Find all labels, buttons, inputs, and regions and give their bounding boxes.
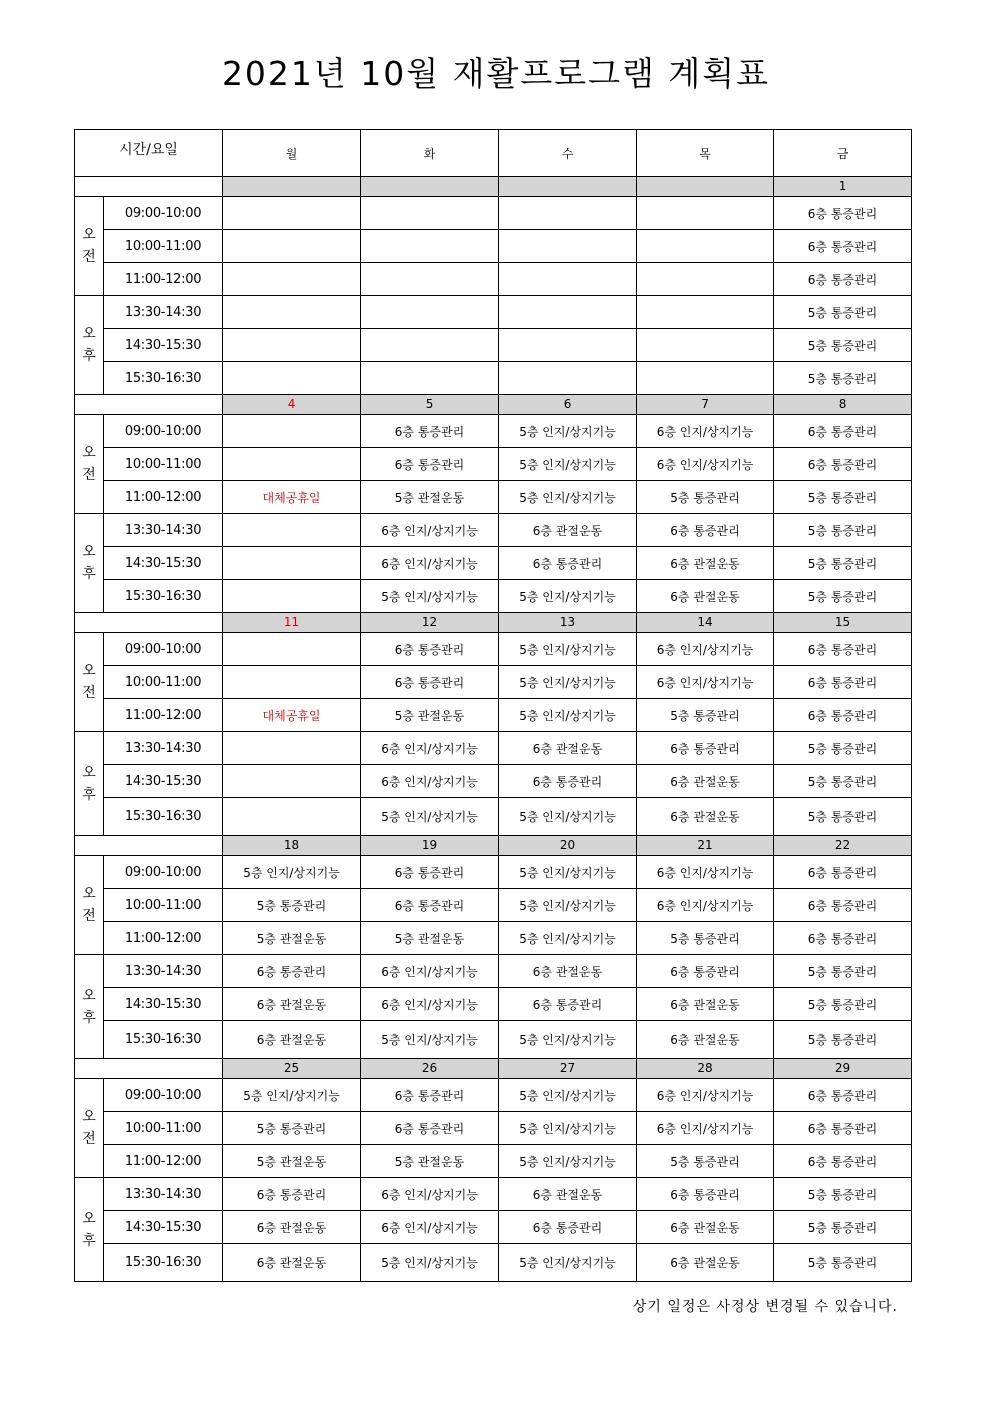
program-cell: 5층 통증관리 xyxy=(637,922,774,955)
program-cell: 5층 인지/상지기능 xyxy=(499,1021,637,1059)
date-cell xyxy=(361,177,499,197)
header-day-thu: 목 xyxy=(637,130,774,177)
time-slot-row xyxy=(75,889,912,922)
time-slot-row xyxy=(75,1145,912,1178)
program-cell: 6층 통증관리 xyxy=(774,448,912,481)
program-cell: 6층 인지/상지기능 xyxy=(361,1178,499,1211)
period-char: 오 xyxy=(82,326,96,342)
program-cell: 6층 통증관리 xyxy=(637,1178,774,1211)
date-cell: 20 xyxy=(499,836,637,856)
time-slot-row xyxy=(75,1178,912,1211)
program-cell: 6층 인지/상지기능 xyxy=(361,765,499,798)
program-cell: 5층 인지/상지기능 xyxy=(499,1079,637,1112)
program-cell xyxy=(223,666,361,699)
program-cell: 6층 통증관리 xyxy=(774,1145,912,1178)
time-range-cell: 13:30-14:30 xyxy=(104,955,223,988)
program-cell: 6층 통증관리 xyxy=(774,1079,912,1112)
period-afternoon-label xyxy=(75,514,104,613)
date-cell: 14 xyxy=(637,613,774,633)
date-cell: 19 xyxy=(361,836,499,856)
program-cell: 6층 통증관리 xyxy=(774,666,912,699)
program-cell: 5층 통증관리 xyxy=(774,765,912,798)
time-range-cell: 11:00-12:00 xyxy=(104,1145,223,1178)
date-cell: 21 xyxy=(637,836,774,856)
program-cell: 6층 통증관리 xyxy=(361,633,499,666)
period-afternoon-label xyxy=(75,1178,104,1282)
time-slot-row xyxy=(75,988,912,1021)
program-cell: 5층 인지/상지기능 xyxy=(499,633,637,666)
program-cell: 6층 관절운동 xyxy=(637,1211,774,1244)
time-slot-row xyxy=(75,362,912,395)
program-cell: 6층 통증관리 xyxy=(361,1079,499,1112)
program-cell: 5층 인지/상지기능 xyxy=(499,856,637,889)
program-cell xyxy=(223,415,361,448)
program-cell: 5층 통증관리 xyxy=(774,1178,912,1211)
period-char: 오 xyxy=(82,445,96,461)
time-range-cell: 09:00-10:00 xyxy=(104,197,223,230)
time-range-cell: 15:30-16:30 xyxy=(104,1244,223,1282)
date-cell: 4 xyxy=(223,395,361,415)
footer-note: 상기 일정은 사정상 변경될 수 있습니다. xyxy=(632,1299,898,1315)
time-range-cell: 10:00-11:00 xyxy=(104,448,223,481)
program-cell: 6층 인지/상지기능 xyxy=(361,547,499,580)
program-cell: 6층 통증관리 xyxy=(774,1112,912,1145)
period-char: 후 xyxy=(82,786,96,803)
program-cell: 5층 통증관리 xyxy=(774,362,912,395)
time-slot-row xyxy=(75,448,912,481)
program-cell xyxy=(223,514,361,547)
date-row-spacer xyxy=(75,836,223,856)
date-cell: 13 xyxy=(499,613,637,633)
program-cell: 5층 통증관리 xyxy=(774,329,912,362)
program-cell: 6층 인지/상지기능 xyxy=(361,514,499,547)
program-cell: 5층 인지/상지기능 xyxy=(499,415,637,448)
period-afternoon-label xyxy=(75,955,104,1059)
time-slot-row xyxy=(75,765,912,798)
period-char: 후 xyxy=(82,1232,96,1249)
period-char: 오 xyxy=(82,663,96,679)
time-slot-row xyxy=(75,699,912,732)
program-cell: 5층 통증관리 xyxy=(774,955,912,988)
program-cell: 6층 통증관리 xyxy=(774,415,912,448)
program-cell: 6층 관절운동 xyxy=(499,732,637,765)
program-cell xyxy=(637,197,774,230)
schedule-table xyxy=(74,129,912,1282)
time-slot-row xyxy=(75,230,912,263)
date-cell: 22 xyxy=(774,836,912,856)
program-cell: 5층 통증관리 xyxy=(774,547,912,580)
program-cell xyxy=(361,197,499,230)
week-date-row xyxy=(75,177,912,197)
week-date-row xyxy=(75,395,912,415)
program-cell: 6층 관절운동 xyxy=(637,798,774,836)
period-char: 후 xyxy=(82,348,96,364)
program-cell: 5층 관절운동 xyxy=(361,699,499,732)
program-cell: 5층 통증관리 xyxy=(774,1244,912,1282)
program-cell: 6층 통증관리 xyxy=(774,889,912,922)
program-cell xyxy=(499,296,637,329)
date-row-spacer xyxy=(75,177,223,197)
period-char: 오 xyxy=(82,886,96,902)
period-char: 후 xyxy=(82,566,96,582)
program-cell xyxy=(637,230,774,263)
time-range-cell: 10:00-11:00 xyxy=(104,1112,223,1145)
program-cell xyxy=(223,329,361,362)
program-cell: 5층 인지/상지기능 xyxy=(223,1079,361,1112)
program-cell xyxy=(637,263,774,296)
program-cell: 5층 인지/상지기능 xyxy=(361,1244,499,1282)
program-cell: 6층 통증관리 xyxy=(361,666,499,699)
program-cell: 6층 통증관리 xyxy=(774,922,912,955)
date-row-spacer xyxy=(75,1059,223,1079)
program-cell: 5층 관절운동 xyxy=(361,481,499,514)
program-cell: 6층 인지/상지기능 xyxy=(637,448,774,481)
program-cell: 6층 관절운동 xyxy=(637,988,774,1021)
time-range-cell: 09:00-10:00 xyxy=(104,1079,223,1112)
program-cell: 6층 관절운동 xyxy=(637,1244,774,1282)
program-cell xyxy=(223,633,361,666)
header-day-fri: 금 xyxy=(774,130,912,177)
time-range-cell: 13:30-14:30 xyxy=(104,296,223,329)
program-cell xyxy=(223,197,361,230)
time-slot-row xyxy=(75,296,912,329)
time-range-cell: 10:00-11:00 xyxy=(104,230,223,263)
program-cell: 5층 인지/상지기능 xyxy=(223,856,361,889)
time-slot-row xyxy=(75,329,912,362)
program-cell: 5층 관절운동 xyxy=(361,922,499,955)
program-cell: 6층 통증관리 xyxy=(774,230,912,263)
program-cell: 6층 인지/상지기능 xyxy=(637,633,774,666)
holiday-cell: 대체공휴일 xyxy=(223,699,361,732)
period-char: 전 xyxy=(82,685,96,701)
program-cell: 5층 통증관리 xyxy=(774,988,912,1021)
program-cell: 5층 인지/상지기능 xyxy=(499,666,637,699)
date-cell: 7 xyxy=(637,395,774,415)
period-char: 오 xyxy=(82,764,96,781)
program-cell: 6층 관절운동 xyxy=(499,1178,637,1211)
program-cell: 6층 관절운동 xyxy=(637,765,774,798)
program-cell xyxy=(361,329,499,362)
program-cell xyxy=(361,362,499,395)
time-slot-row xyxy=(75,856,912,889)
program-cell: 5층 통증관리 xyxy=(223,1112,361,1145)
program-cell: 6층 통증관리 xyxy=(774,633,912,666)
date-cell: 1 xyxy=(774,177,912,197)
program-cell xyxy=(223,448,361,481)
program-cell: 5층 통증관리 xyxy=(774,296,912,329)
time-slot-row xyxy=(75,263,912,296)
period-char: 오 xyxy=(82,987,96,1004)
time-range-cell: 14:30-15:30 xyxy=(104,547,223,580)
program-cell xyxy=(223,580,361,613)
program-cell: 5층 통증관리 xyxy=(637,481,774,514)
time-range-cell: 15:30-16:30 xyxy=(104,362,223,395)
date-cell: 5 xyxy=(361,395,499,415)
program-cell: 5층 인지/상지기능 xyxy=(499,448,637,481)
date-cell: 8 xyxy=(774,395,912,415)
program-cell: 6층 관절운동 xyxy=(637,547,774,580)
date-cell: 15 xyxy=(774,613,912,633)
period-morning-label xyxy=(75,856,104,955)
time-slot-row xyxy=(75,580,912,613)
program-cell: 5층 인지/상지기능 xyxy=(499,481,637,514)
program-cell: 6층 통증관리 xyxy=(774,699,912,732)
program-cell: 6층 통증관리 xyxy=(774,263,912,296)
program-cell xyxy=(223,263,361,296)
time-slot-row xyxy=(75,1211,912,1244)
time-slot-row xyxy=(75,1112,912,1145)
period-char: 오 xyxy=(82,1109,96,1125)
time-slot-row xyxy=(75,666,912,699)
date-row-spacer xyxy=(75,395,223,415)
program-cell: 5층 인지/상지기능 xyxy=(499,580,637,613)
program-cell: 5층 통증관리 xyxy=(774,798,912,836)
date-cell: 29 xyxy=(774,1059,912,1079)
program-cell xyxy=(361,263,499,296)
date-cell: 28 xyxy=(637,1059,774,1079)
program-cell: 5층 인지/상지기능 xyxy=(499,922,637,955)
program-cell xyxy=(499,329,637,362)
period-afternoon-label xyxy=(75,296,104,395)
program-cell: 5층 통증관리 xyxy=(774,514,912,547)
period-morning-label xyxy=(75,197,104,296)
program-cell xyxy=(499,197,637,230)
week-date-row xyxy=(75,836,912,856)
program-cell: 6층 통증관리 xyxy=(499,988,637,1021)
period-char: 오 xyxy=(82,227,96,243)
time-slot-row xyxy=(75,514,912,547)
program-cell: 6층 인지/상지기능 xyxy=(361,732,499,765)
time-slot-row xyxy=(75,798,912,836)
date-cell: 6 xyxy=(499,395,637,415)
time-range-cell: 15:30-16:30 xyxy=(104,1021,223,1059)
program-cell: 6층 관절운동 xyxy=(223,1244,361,1282)
program-cell: 5층 인지/상지기능 xyxy=(499,1145,637,1178)
period-char: 전 xyxy=(82,467,96,483)
program-cell: 6층 인지/상지기능 xyxy=(637,415,774,448)
program-cell: 6층 인지/상지기능 xyxy=(637,1079,774,1112)
program-cell: 5층 관절운동 xyxy=(223,1145,361,1178)
program-cell: 6층 통증관리 xyxy=(637,514,774,547)
period-char: 전 xyxy=(82,908,96,924)
period-char: 후 xyxy=(82,1009,96,1026)
program-cell: 5층 통증관리 xyxy=(223,889,361,922)
program-cell: 5층 인지/상지기능 xyxy=(361,1021,499,1059)
time-range-cell: 14:30-15:30 xyxy=(104,988,223,1021)
program-cell xyxy=(637,296,774,329)
program-cell: 6층 통증관리 xyxy=(361,856,499,889)
header-day-tue: 화 xyxy=(361,130,499,177)
time-slot-row xyxy=(75,547,912,580)
program-cell xyxy=(223,296,361,329)
time-slot-row xyxy=(75,955,912,988)
period-char: 오 xyxy=(82,1210,96,1227)
period-char: 오 xyxy=(82,544,96,560)
header-row xyxy=(75,130,912,177)
program-cell: 6층 통증관리 xyxy=(637,955,774,988)
time-range-cell: 11:00-12:00 xyxy=(104,922,223,955)
time-range-cell: 13:30-14:30 xyxy=(104,732,223,765)
program-cell: 5층 통증관리 xyxy=(637,1145,774,1178)
week-date-row xyxy=(75,1059,912,1079)
program-cell xyxy=(223,732,361,765)
program-cell xyxy=(499,230,637,263)
program-cell: 5층 인지/상지기능 xyxy=(499,798,637,836)
program-cell: 6층 통증관리 xyxy=(223,955,361,988)
header-day-wed: 수 xyxy=(499,130,637,177)
date-cell xyxy=(499,177,637,197)
header-day-mon: 월 xyxy=(223,130,361,177)
time-slot-row xyxy=(75,481,912,514)
time-range-cell: 09:00-10:00 xyxy=(104,415,223,448)
program-cell: 5층 관절운동 xyxy=(223,922,361,955)
program-cell: 6층 인지/상지기능 xyxy=(637,1112,774,1145)
program-cell: 5층 관절운동 xyxy=(361,1145,499,1178)
program-cell: 5층 인지/상지기능 xyxy=(499,699,637,732)
time-slot-row xyxy=(75,633,912,666)
time-range-cell: 15:30-16:30 xyxy=(104,798,223,836)
program-cell: 5층 인지/상지기능 xyxy=(499,1112,637,1145)
program-cell: 6층 인지/상지기능 xyxy=(361,955,499,988)
program-cell: 6층 관절운동 xyxy=(637,1021,774,1059)
time-slot-row xyxy=(75,197,912,230)
program-cell xyxy=(637,362,774,395)
program-cell: 6층 통증관리 xyxy=(774,856,912,889)
time-range-cell: 11:00-12:00 xyxy=(104,263,223,296)
program-cell xyxy=(223,230,361,263)
program-cell xyxy=(361,230,499,263)
page-title: 2021년 10월 재활프로그램 계획표 xyxy=(221,54,771,93)
time-slot-row xyxy=(75,1079,912,1112)
time-range-cell: 10:00-11:00 xyxy=(104,666,223,699)
time-slot-row xyxy=(75,1021,912,1059)
time-range-cell: 11:00-12:00 xyxy=(104,481,223,514)
program-cell: 6층 관절운동 xyxy=(223,1021,361,1059)
program-cell: 6층 통증관리 xyxy=(499,1211,637,1244)
period-char: 전 xyxy=(82,249,96,265)
time-slot-row xyxy=(75,922,912,955)
program-cell: 6층 관절운동 xyxy=(637,580,774,613)
time-slot-row xyxy=(75,1244,912,1282)
program-cell xyxy=(223,362,361,395)
program-cell: 6층 인지/상지기능 xyxy=(637,666,774,699)
time-range-cell: 14:30-15:30 xyxy=(104,765,223,798)
period-char: 전 xyxy=(82,1131,96,1147)
program-cell: 5층 통증관리 xyxy=(774,481,912,514)
program-cell: 6층 통증관리 xyxy=(361,1112,499,1145)
program-cell: 6층 관절운동 xyxy=(223,1211,361,1244)
program-cell: 6층 통증관리 xyxy=(361,889,499,922)
time-range-cell: 15:30-16:30 xyxy=(104,580,223,613)
program-cell: 5층 인지/상지기능 xyxy=(499,889,637,922)
program-cell: 6층 통증관리 xyxy=(774,197,912,230)
time-range-cell: 13:30-14:30 xyxy=(104,1178,223,1211)
period-afternoon-label xyxy=(75,732,104,836)
program-cell: 6층 통증관리 xyxy=(361,415,499,448)
date-cell: 18 xyxy=(223,836,361,856)
program-cell xyxy=(637,329,774,362)
program-cell: 5층 인지/상지기능 xyxy=(361,798,499,836)
period-morning-label xyxy=(75,415,104,514)
date-row-spacer xyxy=(75,613,223,633)
program-cell: 6층 관절운동 xyxy=(499,955,637,988)
time-range-cell: 11:00-12:00 xyxy=(104,699,223,732)
program-cell xyxy=(499,263,637,296)
time-slot-row xyxy=(75,415,912,448)
program-cell xyxy=(223,547,361,580)
program-cell: 6층 인지/상지기능 xyxy=(361,988,499,1021)
time-range-cell: 09:00-10:00 xyxy=(104,856,223,889)
date-cell: 12 xyxy=(361,613,499,633)
program-cell: 6층 통증관리 xyxy=(223,1178,361,1211)
program-cell: 6층 통증관리 xyxy=(499,547,637,580)
date-cell: 11 xyxy=(223,613,361,633)
time-range-cell: 13:30-14:30 xyxy=(104,514,223,547)
program-cell xyxy=(223,798,361,836)
date-cell xyxy=(223,177,361,197)
program-cell: 6층 인지/상지기능 xyxy=(637,856,774,889)
program-cell: 6층 관절운동 xyxy=(223,988,361,1021)
program-cell: 6층 통증관리 xyxy=(637,732,774,765)
period-morning-label xyxy=(75,1079,104,1178)
program-cell: 6층 인지/상지기능 xyxy=(361,1211,499,1244)
program-cell: 5층 통증관리 xyxy=(637,699,774,732)
time-range-cell: 10:00-11:00 xyxy=(104,889,223,922)
date-cell: 27 xyxy=(499,1059,637,1079)
program-cell xyxy=(223,765,361,798)
program-cell: 6층 통증관리 xyxy=(361,448,499,481)
program-cell xyxy=(361,296,499,329)
time-slot-row xyxy=(75,732,912,765)
program-cell: 6층 통증관리 xyxy=(499,765,637,798)
program-cell: 5층 인지/상지기능 xyxy=(499,1244,637,1282)
date-cell: 25 xyxy=(223,1059,361,1079)
program-cell xyxy=(499,362,637,395)
program-cell: 5층 통증관리 xyxy=(774,1021,912,1059)
date-cell xyxy=(637,177,774,197)
time-range-cell: 09:00-10:00 xyxy=(104,633,223,666)
header-corner-label: 시간/요일 xyxy=(75,130,223,177)
period-morning-label xyxy=(75,633,104,732)
program-cell: 5층 인지/상지기능 xyxy=(361,580,499,613)
program-cell: 5층 통증관리 xyxy=(774,732,912,765)
time-range-cell: 14:30-15:30 xyxy=(104,1211,223,1244)
program-cell: 5층 통증관리 xyxy=(774,1211,912,1244)
program-cell: 6층 인지/상지기능 xyxy=(637,889,774,922)
date-cell: 26 xyxy=(361,1059,499,1079)
program-cell: 6층 관절운동 xyxy=(499,514,637,547)
program-cell: 5층 통증관리 xyxy=(774,580,912,613)
holiday-cell: 대체공휴일 xyxy=(223,481,361,514)
week-date-row xyxy=(75,613,912,633)
time-range-cell: 14:30-15:30 xyxy=(104,329,223,362)
